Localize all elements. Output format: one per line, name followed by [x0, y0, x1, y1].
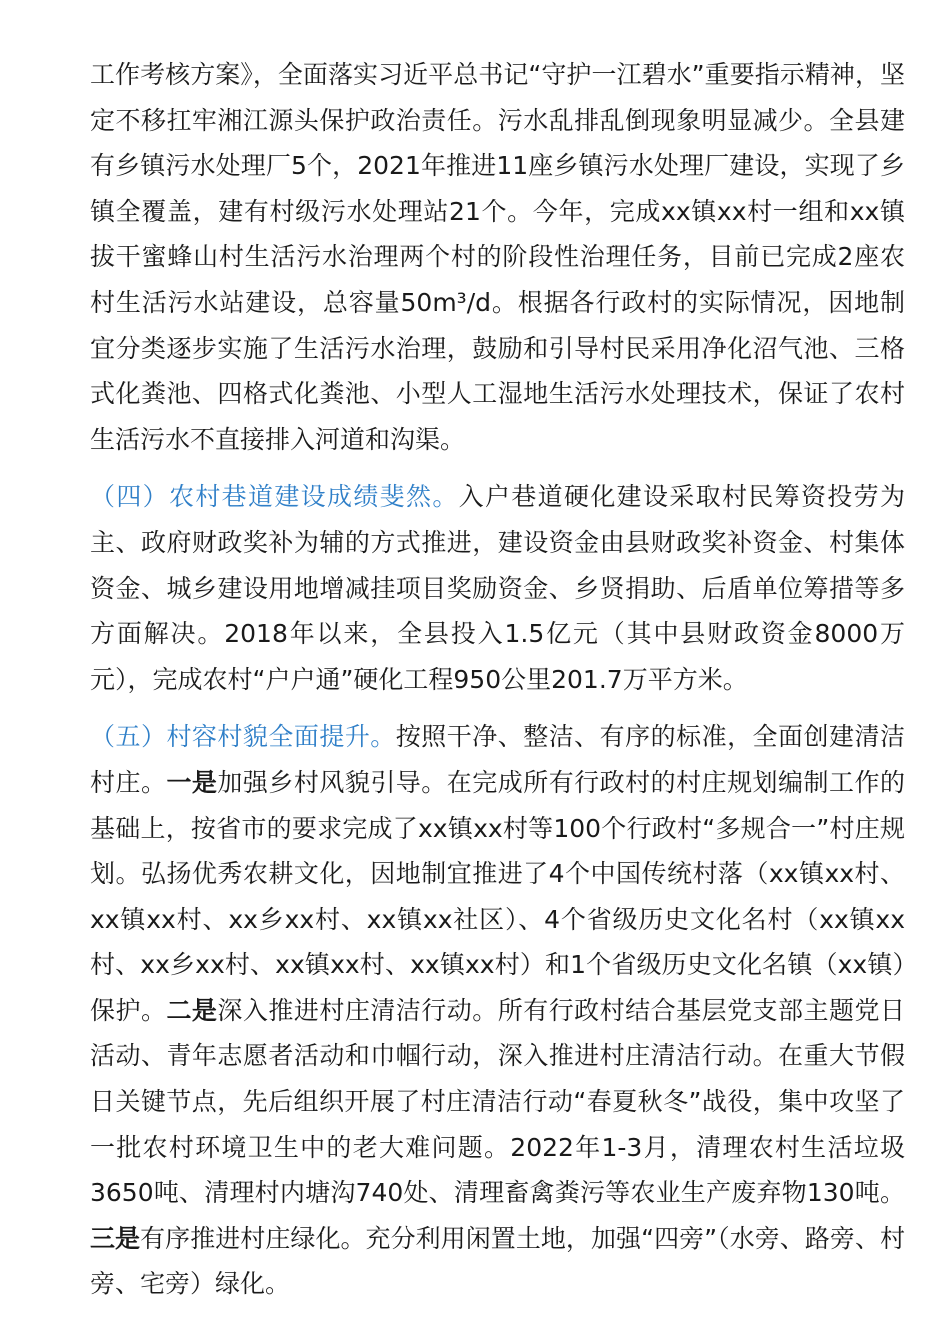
paragraph-sewage-treatment — [90, 52, 905, 462]
body-text: 按照干净、整洁、有序的标准，全面创建清洁村庄。 — [90, 722, 905, 797]
body-text: 工作考核方案》，全面落实习近平总书记“守护一江碧水”重要指示精神，坚定不移扛牢湘江源头保护政治责任。污水乱排乱倒现象明显减少。全县建有乡镇污水处理厂5个，2021年推进11座乡镇污水处理厂建设，实现了乡镇全覆盖，建有村级污水处理站21个。今年，完成xx镇xx村一组和xx镇拔干蜜蜂山村生活污水治理两个村的阶段性治理任务，目前已完成2座农村生活污水站建设，总容量50m³/d。根据各行政村的实际情况，因地制宜分类逐步实施了生活污水治理，鼓励和引导村民采用净化沼气池、三格式化粪池、四格式化粪池、小型人工湿地生活污水处理技术，保证了农村生活污水不直接排入河道和沟渠。 — [90, 60, 905, 454]
document-page — [90, 52, 905, 1307]
body-text: 加强乡村风貌引导。在完成所有行政村的村庄规划编制工作的基础上，按省市的要求完成了xx镇xx村等100个行政村“多规合一”村庄规划。弘扬优秀农耕文化，因地制宜推进了4个中国传统村落（xx镇xx村、xx镇xx村、xx乡xx村、xx镇xx社区）、4个省级历史文化名村（xx镇xx村、xx乡xx村、xx镇xx村、xx镇xx村）和1个省级历史文化名镇（xx镇）保护。 — [90, 767, 905, 1025]
body-text: 有序推进村庄绿化。充分利用闲置土地，加强“四旁”（水旁、路旁、村旁、宅旁）绿化。 — [90, 1223, 905, 1299]
section-heading-5: （五）村容村貌全面提升。 — [90, 722, 396, 752]
item-marker-second: 二是 — [166, 995, 218, 1025]
item-marker-third: 三是 — [90, 1223, 141, 1253]
section-heading-4: （四）农村巷道建设成绩斐然。 — [90, 482, 459, 512]
paragraph-rural-alleys — [90, 474, 905, 702]
body-text: 入户巷道硬化建设采取村民筹资投劳为主、政府财政奖补为辅的方式推进，建设资金由县财政奖补资金、村集体资金、城乡建设用地增减挂项目奖励资金、乡贤捐助、后盾单位筹措等多方面解决。2018年以来，全县投入1.5亿元（其中县财政资金8000万元），完成农村“户户通”硬化工程950公里201.7万平方米。 — [90, 482, 905, 694]
body-text: 深入推进村庄清洁行动。所有行政村结合基层党支部主题党日活动、青年志愿者活动和巾帼行动，深入推进村庄清洁行动。在重大节假日关键节点，先后组织开展了村庄清洁行动“春夏秋冬”战役，集中攻坚了一批农村环境卫生中的老大难问题。2022年1-3月，清理农村生活垃圾3650吨、清理村内塘沟740处、清理畜禽粪污等农业生产废弃物130吨。 — [90, 995, 905, 1208]
item-marker-first: 一是 — [166, 767, 218, 797]
paragraph-village-appearance — [90, 714, 905, 1307]
